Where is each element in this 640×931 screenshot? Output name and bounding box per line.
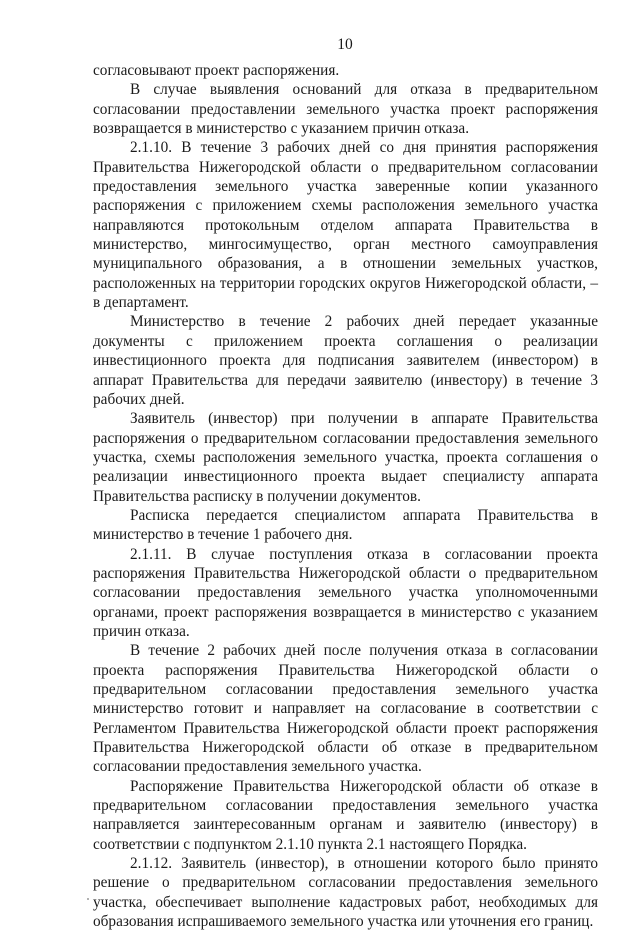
paragraph-2-1-12: 2.1.12. Заявитель (инвестор), в отношении которого было принято решение о предварительном согласовании предоставления земельного участка, обеспечивает выполнение кадастровых работ, необходимых для образования испрашиваемого земельного участка или уточнения его границ. xyxy=(93,855,598,931)
document-body xyxy=(93,61,598,931)
page-number: 10 xyxy=(337,36,353,53)
paragraph-applicant-receipt: Заявитель (инвестор) при получении в аппарате Правительства распоряжения о предварительном согласовании предоставления земельного участка, схемы расположения земельного участка, проекта соглашения о реализации инвестиционного проекта выдает специалисту аппарата Правительства расписку в получении документов. xyxy=(93,410,598,505)
paragraph-receipt-transfer: Расписка передается специалистом аппарата Правительства в министерство в течение 1 рабочего дня. xyxy=(93,506,598,544)
paragraph-2-1-11: 2.1.11. В случае поступления отказа в согласовании проекта распоряжения Правительства Нижегородской области о предварительном согласовании предоставления земельного участка уполномоченными органами, проект распоряжения возвращается в министерство с указанием причин отказа. xyxy=(93,545,598,640)
paragraph-ministry-transfer: Министерство в течение 2 рабочих дней передает указанные документы с приложением проекта соглашения о реализации инвестиционного проекта для подписания заявителем (инвестором) в аппарат Правительства для передачи заявителю (инвестору) в течение 3 рабочих дней. xyxy=(93,313,598,408)
scan-speck xyxy=(87,898,89,900)
paragraph-refusal-distribution: Распоряжение Правительства Нижегородской области об отказе в предварительном согласовании предоставления земельного участка направляется заинтересованным органам и заявителю (инвестору) в соответствии с подпунктом 2.1.10 пункта 2.1 настоящего Порядка. xyxy=(93,777,598,853)
paragraph-continuation: согласовывают проект распоряжения. xyxy=(93,62,340,79)
paragraph-refusal-preparation: В течение 2 рабочих дней после получения отказа в согласовании проекта распоряжения Правительства Нижегородской области о предварительном согласовании предоставления земельного участка министерство готовит и направляет на согласование в соответствии с Регламентом Правительства Нижегородской области проект распоряжения Правительства Нижегородской области об отказе в предварительном согласовании предоставления земельного участка. xyxy=(93,642,598,776)
paragraph-refusal-grounds: В случае выявления оснований для отказа в предварительном согласовании предоставлении земельного участка проект распоряжения возвращается в министерство с указанием причин отказа. xyxy=(93,81,598,138)
paragraph-2-1-10: 2.1.10. В течение 3 рабочих дней со дня принятия распоряжения Правительства Нижегородской области о предварительном согласовании предоставления земельного участка заверенные копии указанного распоряжения с приложением схемы расположения земельного участка направляются протокольным отделом аппарата Правительства в министерство, мингосимущество, орган местного самоуправления муниципального образования, а в отношении земельных участков, расположенных на территории городских округов Нижегородской области, – в департамент. xyxy=(93,139,598,312)
